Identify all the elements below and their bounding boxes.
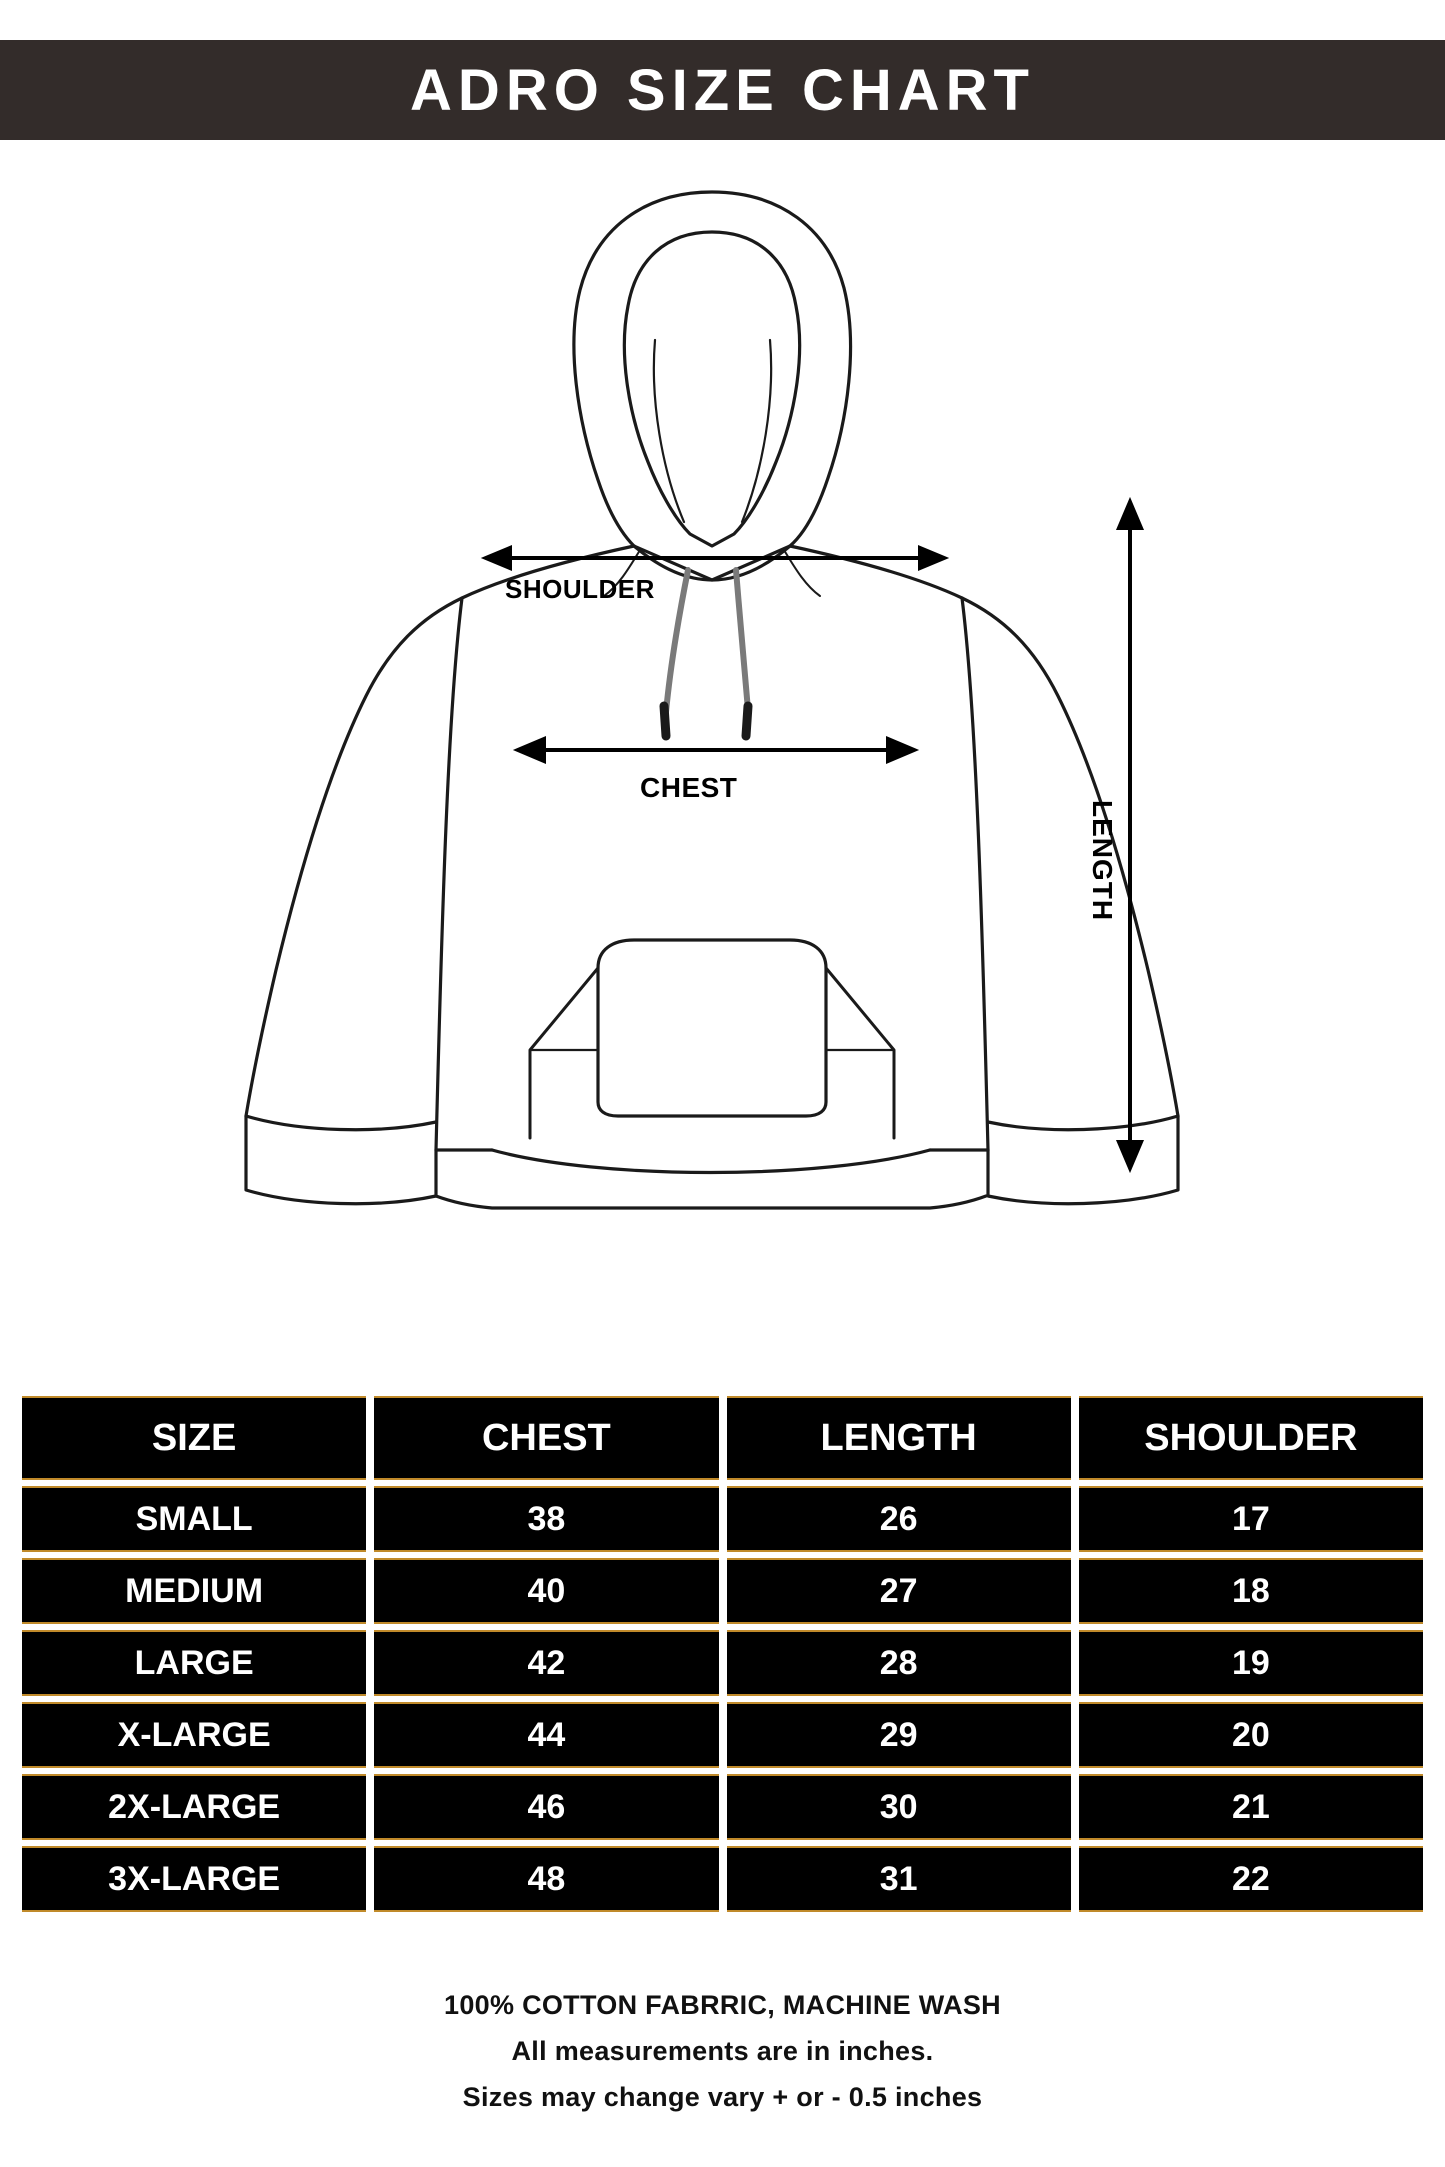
length-label: LENGTH (1087, 800, 1118, 922)
cell-chest: 40 (374, 1558, 718, 1624)
cell-length: 26 (727, 1486, 1071, 1552)
cell-size: 2X-LARGE (22, 1774, 366, 1840)
cell-size: X-LARGE (22, 1702, 366, 1768)
table-header-row (22, 1396, 1423, 1480)
table-row (22, 1774, 1423, 1840)
column-header-length: LENGTH (727, 1396, 1071, 1480)
column-header-size: SIZE (22, 1396, 366, 1480)
size-table-wrapper (14, 1390, 1431, 1918)
cell-shoulder: 20 (1079, 1702, 1423, 1768)
length-arrow (1119, 502, 1141, 1168)
footer-notes (0, 1990, 1445, 2113)
cell-shoulder: 22 (1079, 1846, 1423, 1912)
cell-length: 30 (727, 1774, 1071, 1840)
chest-arrow (518, 739, 914, 761)
cell-length: 27 (727, 1558, 1071, 1624)
shoulder-label: SHOULDER (505, 574, 655, 604)
cell-shoulder: 19 (1079, 1630, 1423, 1696)
table-row (22, 1486, 1423, 1552)
cell-length: 29 (727, 1702, 1071, 1768)
cell-chest: 48 (374, 1846, 718, 1912)
cell-length: 31 (727, 1846, 1071, 1912)
note-size-variance: Sizes may change vary + or - 0.5 inches (462, 2082, 983, 2112)
cell-chest: 42 (374, 1630, 718, 1696)
cell-size: SMALL (22, 1486, 366, 1552)
cell-size: MEDIUM (22, 1558, 366, 1624)
table-row (22, 1558, 1423, 1624)
cell-shoulder: 17 (1079, 1486, 1423, 1552)
table-row (22, 1702, 1423, 1768)
size-table (14, 1390, 1431, 1918)
column-header-shoulder: SHOULDER (1079, 1396, 1423, 1480)
cell-chest: 38 (374, 1486, 718, 1552)
chest-label: CHEST (640, 772, 738, 803)
note-measurement-units: All measurements are in inches. (511, 2036, 934, 2066)
hoodie-svg (0, 150, 1445, 1340)
cell-chest: 44 (374, 1702, 718, 1768)
cell-length: 28 (727, 1630, 1071, 1696)
cell-shoulder: 18 (1079, 1558, 1423, 1624)
column-header-chest: CHEST (374, 1396, 718, 1480)
cell-size: 3X-LARGE (22, 1846, 366, 1912)
header-bar (0, 40, 1445, 140)
table-row (22, 1630, 1423, 1696)
cell-chest: 46 (374, 1774, 718, 1840)
page-title: ADRO SIZE CHART (410, 57, 1035, 123)
note-fabric-care: 100% COTTON FABRRIC, MACHINE WASH (444, 1990, 1001, 2020)
cell-size: LARGE (22, 1630, 366, 1696)
hoodie-illustration (0, 150, 1445, 1340)
table-row (22, 1846, 1423, 1912)
cell-shoulder: 21 (1079, 1774, 1423, 1840)
